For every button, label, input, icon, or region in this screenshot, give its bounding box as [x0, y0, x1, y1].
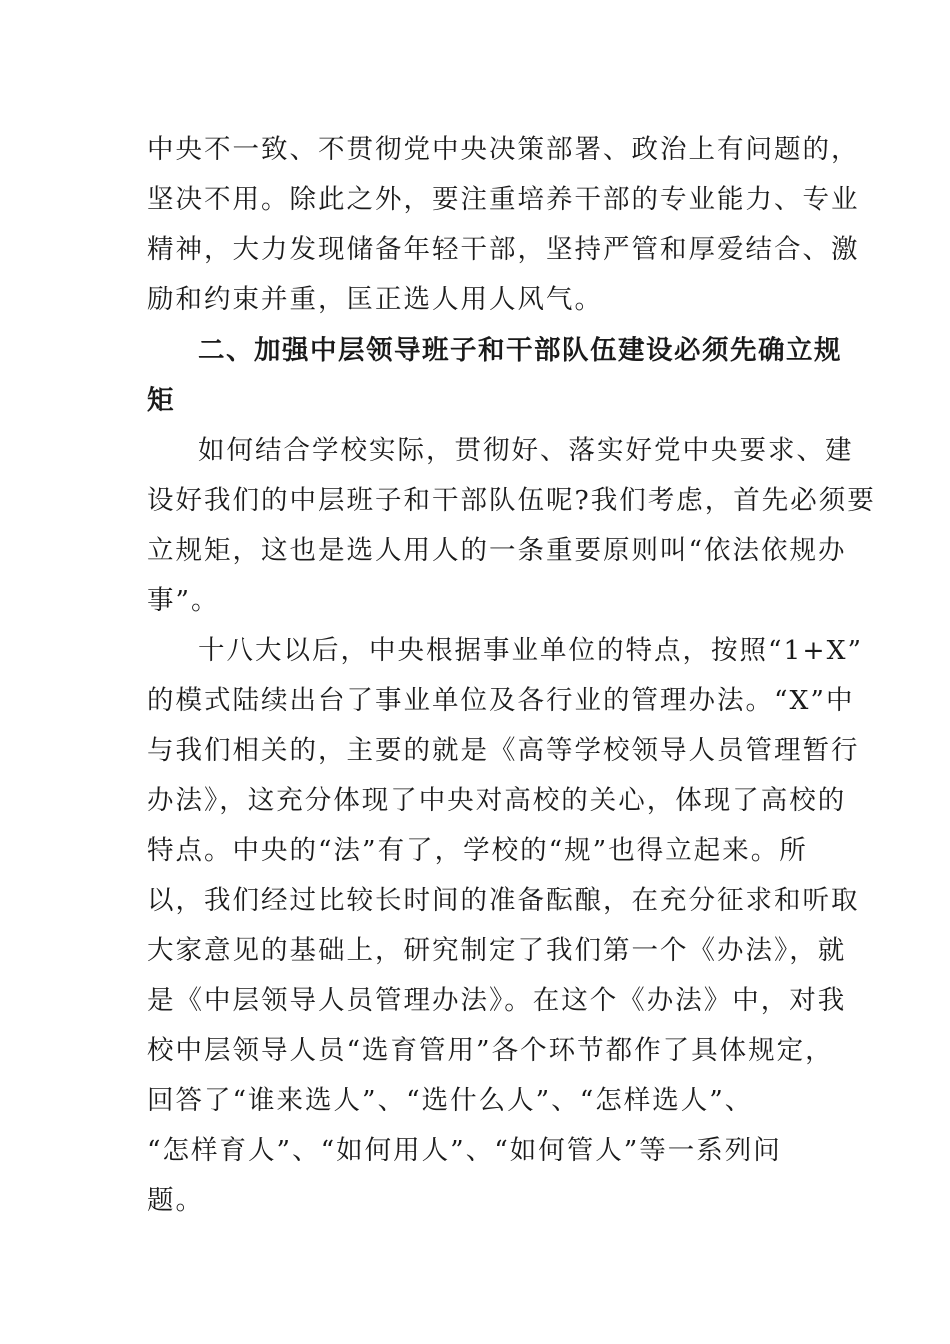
section-heading-continued: 矩 — [147, 385, 175, 416]
text-line: 设好我们的中层班子和干部队伍呢?我们考虑，首先必须要 — [147, 485, 876, 516]
text-line: 大家意见的基础上，研究制定了我们第一个《办法》，就 — [147, 935, 847, 966]
text-line: 立规矩，这也是选人用人的一条重要原则叫“依法依规办 — [147, 535, 847, 566]
text-line: 是《中层领导人员管理办法》。在这个《办法》中，对我 — [147, 985, 847, 1016]
text-line: 题。 — [147, 1185, 204, 1216]
text-line: 中央不一致、不贯彻党中央决策部署、政治上有问题的， — [147, 134, 860, 165]
text-line: 校中层领导人员“选育管用”各个环节都作了具体规定， — [147, 1035, 834, 1066]
text-line: 如何结合学校实际，贯彻好、落实好党中央要求、建 — [198, 435, 854, 466]
text-line: 励和约束并重，匡正选人用人风气。 — [147, 284, 603, 315]
text-line: 坚决不用。除此之外，要注重培养干部的专业能力、专业 — [147, 184, 860, 215]
text-line: 回答了“谁来选人”、“选什么人”、“怎样选人”、 — [147, 1085, 754, 1116]
text-line: 以，我们经过比较长时间的准备酝酿，在充分征求和听取 — [147, 885, 860, 916]
text-line: 事”。 — [147, 585, 220, 616]
text-line: “怎样育人”、“如何用人”、“如何管人”等一系列问 — [147, 1135, 782, 1166]
section-heading: 二、加强中层领导班子和干部队伍建设必须先确立规 — [198, 335, 842, 366]
text-line: 与我们相关的，主要的就是《高等学校领导人员管理暂行 — [147, 735, 860, 766]
text-line: 精神，大力发现储备年轻干部，坚持严管和厚爱结合、激 — [147, 234, 860, 265]
text-line: 十八大以后，中央根据事业单位的特点，按照“1+X” — [198, 635, 864, 666]
text-line: 特点。中央的“法”有了，学校的“规”也得立起来。所 — [147, 835, 808, 866]
text-line: 的模式陆续出台了事业单位及各行业的管理办法。“X”中 — [147, 685, 855, 716]
text-line: 办法》，这充分体现了中央对高校的关心，体现了高校的 — [147, 785, 847, 816]
